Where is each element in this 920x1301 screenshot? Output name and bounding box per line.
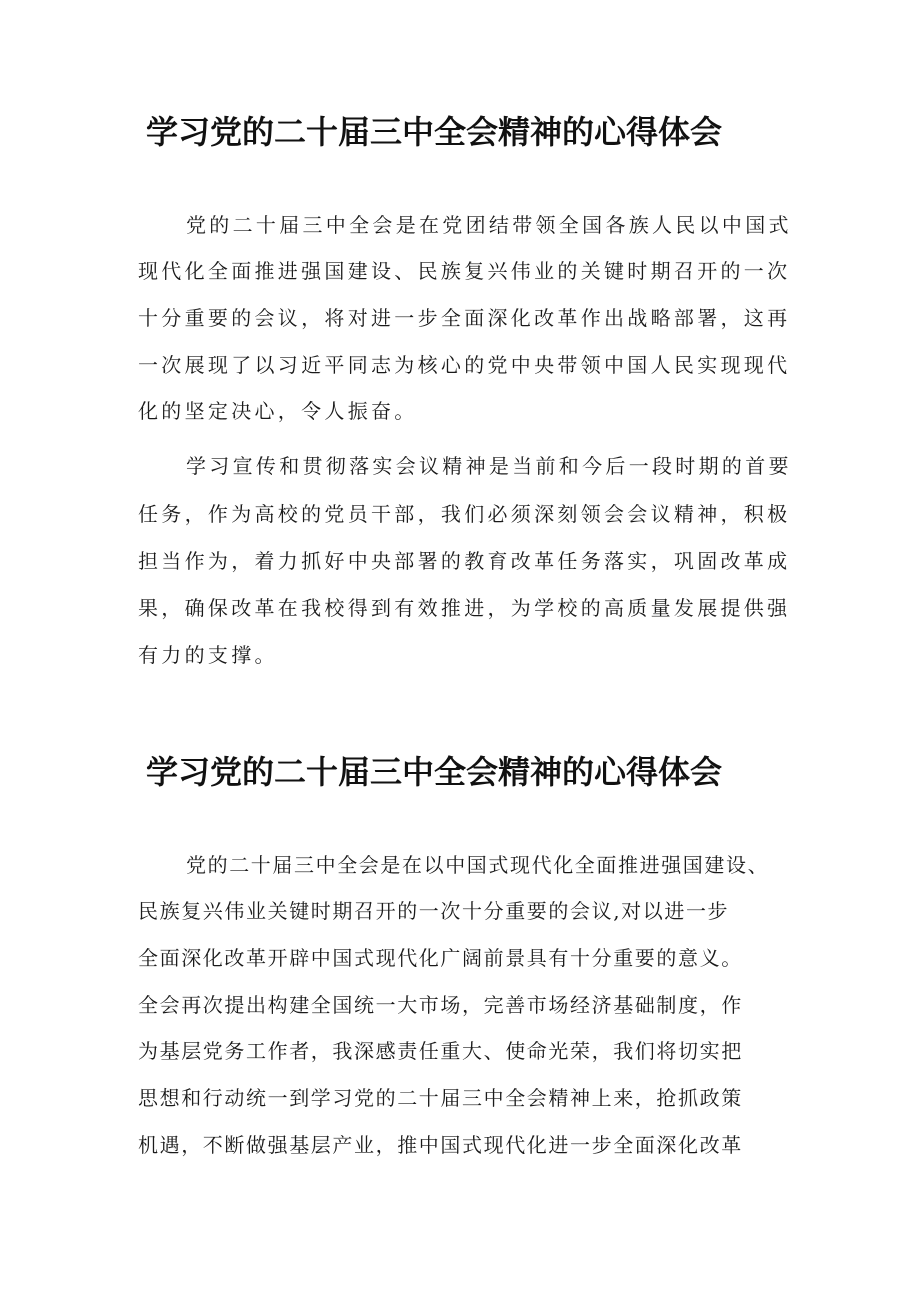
essay-title-1: 学习党的二十届三中全会精神的心得体会 [146,113,723,151]
text-line: 民族复兴伟业关键时期召开的一次十分重要的会议,对以进一步 [138,899,730,923]
text-line: 全面深化改革开辟中国式现代化广阔前景具有十分重要的意义。 [138,946,743,970]
text-line: 果，确保改革在我校得到有效推进，为学校的高质量发展提供强 [138,596,791,620]
text-line: 党的二十届三中全会是在党团结带领全国各族人民以中国式 [186,213,792,237]
text-line: 担当作为，着力抓好中央部署的教育改革任务落实，巩固改革成 [138,549,791,573]
text-line: 全会再次提出构建全国统一大市场，完善市场经济基础制度，作 [138,993,743,1017]
text-line: 有力的支撑。 [138,643,278,667]
essay-title-2: 学习党的二十届三中全会精神的心得体会 [146,753,723,791]
text-line: 十分重要的会议，将对进一步全面深化改革作出战略部署，这再 [138,306,791,330]
text-line: 现代化全面推进强国建设、民族复兴伟业的关键时期召开的一次 [138,259,791,283]
text-line: 化的坚定决心，令人振奋。 [138,399,418,423]
text-line: 思想和行动统一到学习党的二十届三中全会精神上来，抢抓政策 [138,1086,743,1110]
text-line: 为基层党务工作者，我深感责任重大、使命光荣，我们将切实把 [138,1039,743,1063]
text-line: 任务，作为高校的党员干部，我们必须深刻领会会议精神，积极 [138,502,791,526]
text-line: 党的二十届三中全会是在以中国式现代化全面推进强国建设、 [186,853,770,877]
text-line: 学习宣传和贯彻落实会议精神是当前和今后一段时期的首要 [186,454,792,478]
text-line: 一次展现了以习近平同志为核心的党中央带领中国人民实现现代 [138,353,791,377]
text-line: 机遇，不断做强基层产业，推中国式现代化进一步全面深化改革 [138,1133,743,1157]
